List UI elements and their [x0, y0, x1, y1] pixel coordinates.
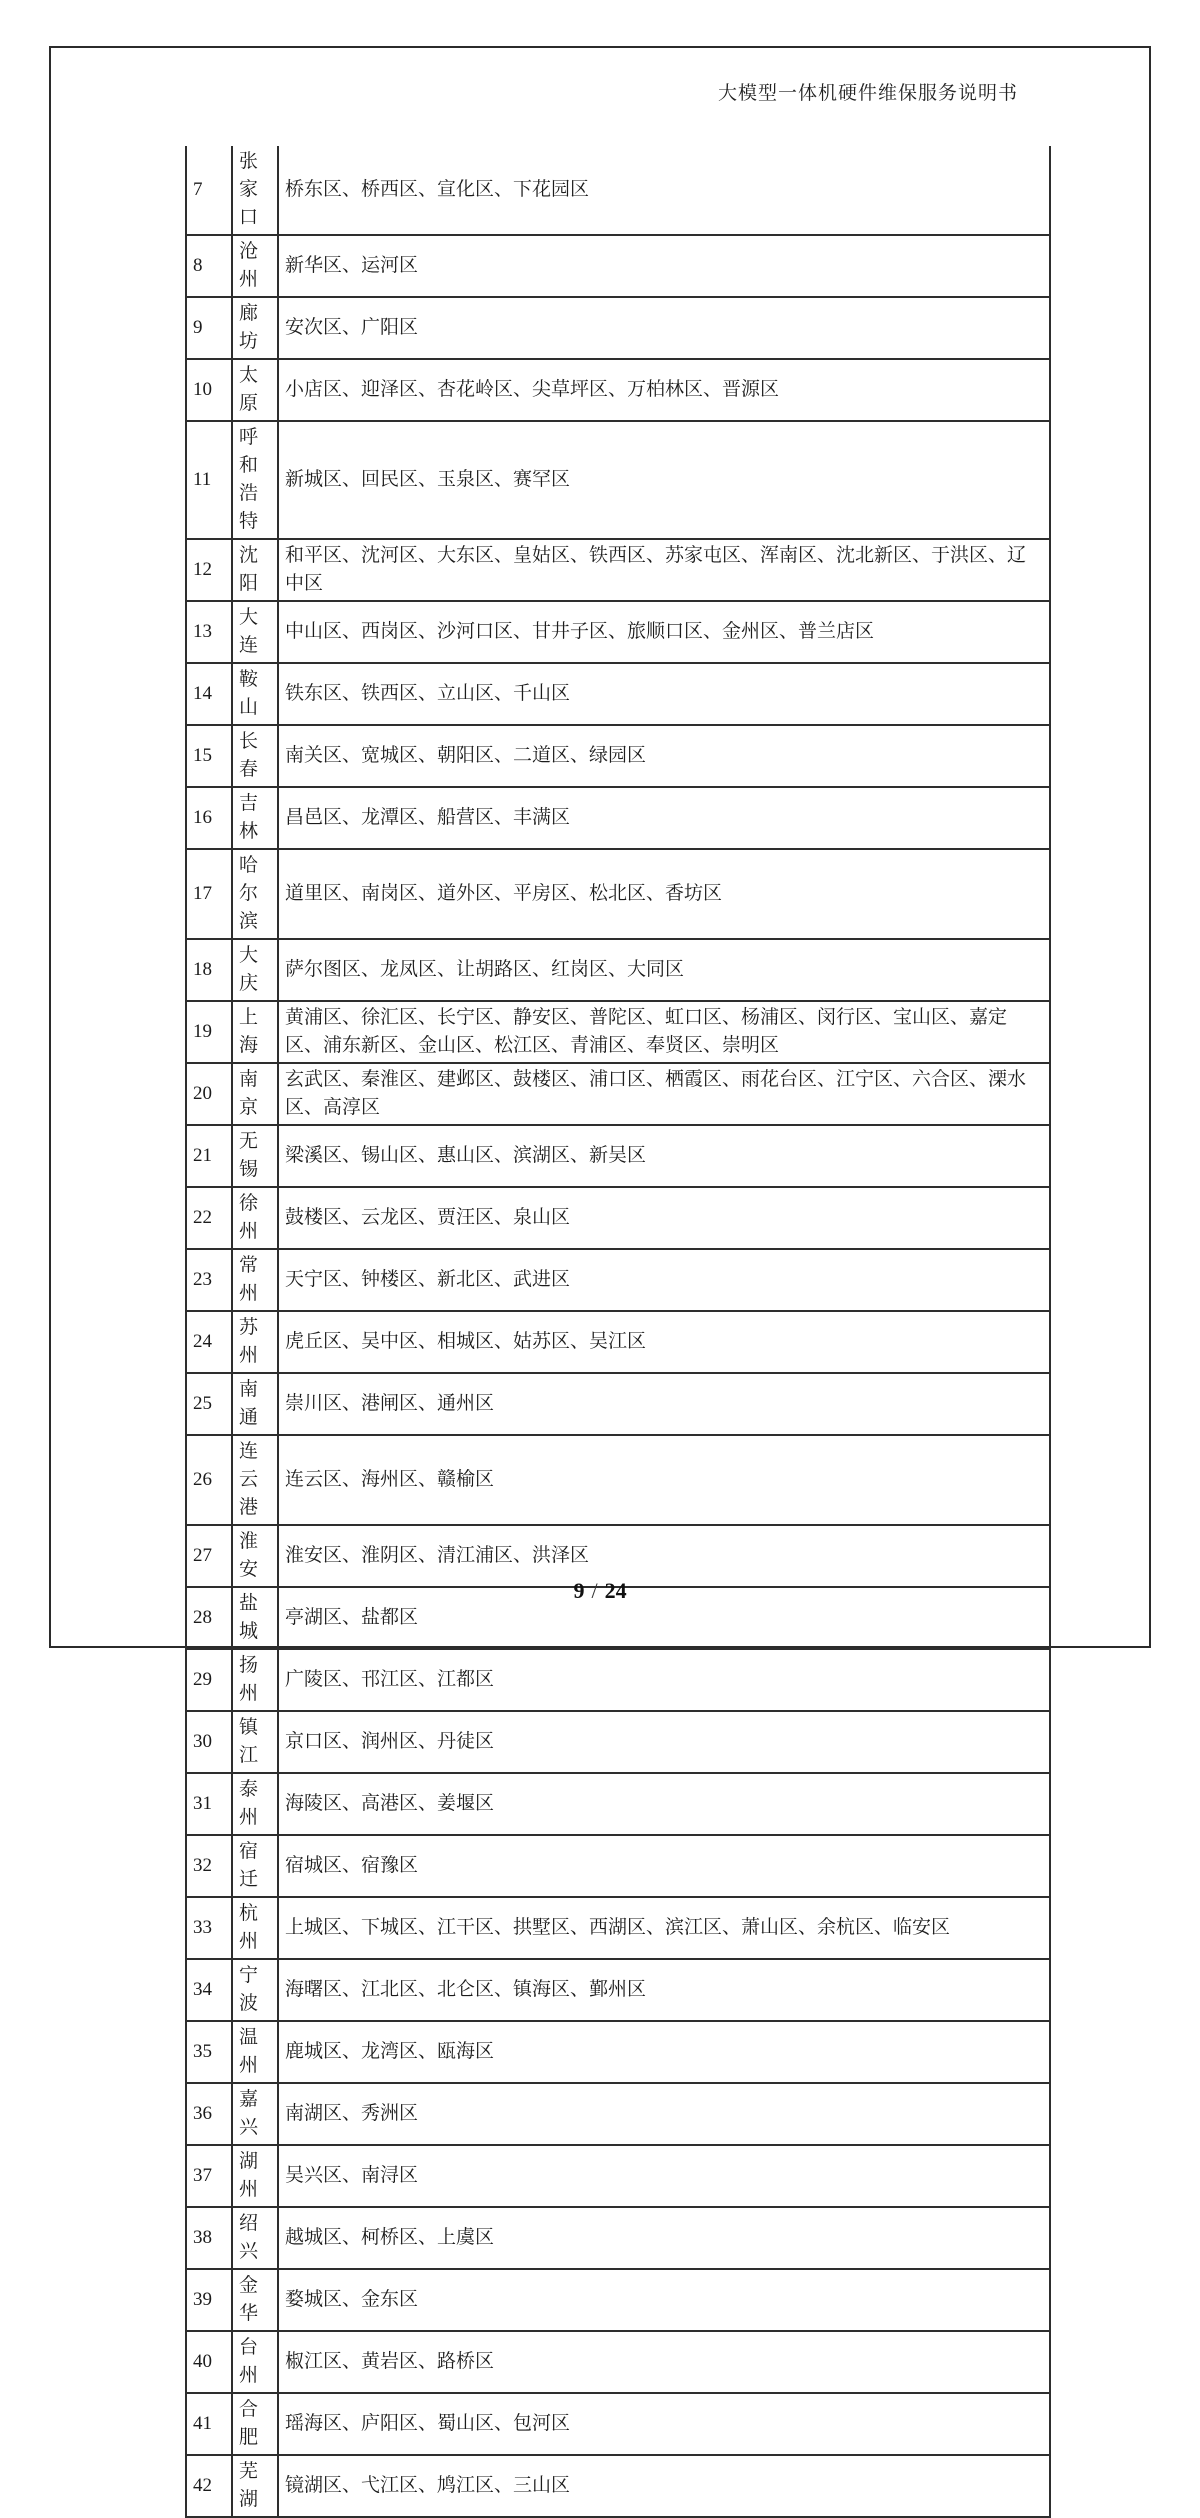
row-number-cell: 28 [186, 1587, 232, 1649]
row-number-cell: 7 [186, 146, 232, 235]
city-name-cell: 芜湖 [232, 2455, 278, 2517]
row-number-cell: 40 [186, 2331, 232, 2393]
table-row [186, 1249, 1050, 1311]
row-number-cell: 19 [186, 1001, 232, 1063]
page-number [0, 1578, 1200, 1604]
districts-list-cell: 椒江区、黄岩区、路桥区 [278, 2331, 1050, 2393]
districts-list-cell: 连云区、海州区、赣榆区 [278, 1435, 1050, 1525]
row-number-cell: 22 [186, 1187, 232, 1249]
city-name-cell: 镇江 [232, 1711, 278, 1773]
row-number-cell: 42 [186, 2455, 232, 2517]
table-row [186, 787, 1050, 849]
table-row [186, 1649, 1050, 1711]
districts-list-cell: 婺城区、金东区 [278, 2269, 1050, 2331]
table-row [186, 146, 1050, 235]
city-name-cell: 杭州 [232, 1897, 278, 1959]
table-row [186, 1959, 1050, 2021]
city-name-cell: 太原 [232, 359, 278, 421]
row-number-cell: 15 [186, 725, 232, 787]
table-row [186, 1835, 1050, 1897]
city-name-cell: 无锡 [232, 1125, 278, 1187]
table-row [186, 1373, 1050, 1435]
row-number-cell: 9 [186, 297, 232, 359]
districts-list-cell: 瑶海区、庐阳区、蜀山区、包河区 [278, 2393, 1050, 2455]
table-row [186, 2207, 1050, 2269]
city-districts-table [185, 146, 1051, 2518]
districts-list-cell: 宿城区、宿豫区 [278, 1835, 1050, 1897]
table-row [186, 2083, 1050, 2145]
city-name-cell: 徐州 [232, 1187, 278, 1249]
districts-list-cell: 桥东区、桥西区、宣化区、下花园区 [278, 146, 1050, 235]
row-number-cell: 33 [186, 1897, 232, 1959]
row-number-cell: 34 [186, 1959, 232, 2021]
row-number-cell: 25 [186, 1373, 232, 1435]
districts-list-cell: 中山区、西岗区、沙河口区、甘井子区、旅顺口区、金州区、普兰店区 [278, 601, 1050, 663]
table-row [186, 235, 1050, 297]
table-row [186, 663, 1050, 725]
city-name-cell: 盐城 [232, 1587, 278, 1649]
districts-list-cell: 新华区、运河区 [278, 235, 1050, 297]
table-row [186, 1063, 1050, 1125]
row-number-cell: 27 [186, 1525, 232, 1587]
districts-list-cell: 上城区、下城区、江干区、拱墅区、西湖区、滨江区、萧山区、余杭区、临安区 [278, 1897, 1050, 1959]
city-name-cell: 沧州 [232, 235, 278, 297]
districts-list-cell: 海陵区、高港区、姜堰区 [278, 1773, 1050, 1835]
city-name-cell: 吉林 [232, 787, 278, 849]
row-number-cell: 16 [186, 787, 232, 849]
districts-list-cell: 镜湖区、弋江区、鸠江区、三山区 [278, 2455, 1050, 2517]
row-number-cell: 10 [186, 359, 232, 421]
row-number-cell: 11 [186, 421, 232, 539]
districts-list-cell: 淮安区、淮阴区、清江浦区、洪泽区 [278, 1525, 1050, 1587]
districts-list-cell: 虎丘区、吴中区、相城区、姑苏区、吴江区 [278, 1311, 1050, 1373]
row-number-cell: 12 [186, 539, 232, 601]
districts-list-cell: 新城区、回民区、玉泉区、赛罕区 [278, 421, 1050, 539]
city-name-cell: 张家口 [232, 146, 278, 235]
table-row [186, 1711, 1050, 1773]
row-number-cell: 39 [186, 2269, 232, 2331]
city-name-cell: 金华 [232, 2269, 278, 2331]
table-row [186, 725, 1050, 787]
city-name-cell: 哈尔滨 [232, 849, 278, 939]
table-row [186, 2393, 1050, 2455]
table-row [186, 1773, 1050, 1835]
districts-list-cell: 梁溪区、锡山区、惠山区、滨湖区、新吴区 [278, 1125, 1050, 1187]
districts-list-cell: 铁东区、铁西区、立山区、千山区 [278, 663, 1050, 725]
row-number-cell: 21 [186, 1125, 232, 1187]
districts-list-cell: 吴兴区、南浔区 [278, 2145, 1050, 2207]
table-row [186, 1187, 1050, 1249]
table-row [186, 1001, 1050, 1063]
total-page-count: 24 [604, 1578, 627, 1603]
table-row [186, 421, 1050, 539]
districts-list-cell: 南湖区、秀洲区 [278, 2083, 1050, 2145]
city-name-cell: 南通 [232, 1373, 278, 1435]
city-name-cell: 常州 [232, 1249, 278, 1311]
city-name-cell: 上海 [232, 1001, 278, 1063]
table-row [186, 1311, 1050, 1373]
city-name-cell: 绍兴 [232, 2207, 278, 2269]
row-number-cell: 23 [186, 1249, 232, 1311]
table-row [186, 2021, 1050, 2083]
city-name-cell: 鞍山 [232, 663, 278, 725]
row-number-cell: 30 [186, 1711, 232, 1773]
districts-list-cell: 萨尔图区、龙凤区、让胡路区、红岗区、大同区 [278, 939, 1050, 1001]
row-number-cell: 38 [186, 2207, 232, 2269]
city-name-cell: 宁波 [232, 1959, 278, 2021]
city-name-cell: 南京 [232, 1063, 278, 1125]
districts-list-cell: 昌邑区、龙潭区、船营区、丰满区 [278, 787, 1050, 849]
document-title-header: 大模型一体机硬件维保服务说明书 [717, 83, 1018, 104]
districts-list-cell: 和平区、沈河区、大东区、皇姑区、铁西区、苏家屯区、浑南区、沈北新区、于洪区、辽中区 [278, 539, 1050, 601]
city-name-cell: 长春 [232, 725, 278, 787]
table-row [186, 1435, 1050, 1525]
city-name-cell: 嘉兴 [232, 2083, 278, 2145]
table-row [186, 601, 1050, 663]
table-row [186, 2269, 1050, 2331]
row-number-cell: 31 [186, 1773, 232, 1835]
city-name-cell: 大庆 [232, 939, 278, 1001]
table-row [186, 297, 1050, 359]
city-name-cell: 台州 [232, 2331, 278, 2393]
city-name-cell: 泰州 [232, 1773, 278, 1835]
table-row [186, 2145, 1050, 2207]
row-number-cell: 26 [186, 1435, 232, 1525]
row-number-cell: 8 [186, 235, 232, 297]
city-name-cell: 合肥 [232, 2393, 278, 2455]
row-number-cell: 13 [186, 601, 232, 663]
city-name-cell: 湖州 [232, 2145, 278, 2207]
table-row [186, 359, 1050, 421]
row-number-cell: 41 [186, 2393, 232, 2455]
table-row [186, 539, 1050, 601]
row-number-cell: 20 [186, 1063, 232, 1125]
table-row [186, 849, 1050, 939]
row-number-cell: 37 [186, 2145, 232, 2207]
current-page-number: 9 [573, 1578, 585, 1603]
table-row [186, 2455, 1050, 2517]
row-number-cell: 17 [186, 849, 232, 939]
city-name-cell: 廊坊 [232, 297, 278, 359]
districts-list-cell: 海曙区、江北区、北仑区、镇海区、鄞州区 [278, 1959, 1050, 2021]
page-number-separator: / [591, 1578, 598, 1603]
row-number-cell: 32 [186, 1835, 232, 1897]
districts-list-cell: 黄浦区、徐汇区、长宁区、静安区、普陀区、虹口区、杨浦区、闵行区、宝山区、嘉定区、浦东新区、金山区、松江区、青浦区、奉贤区、崇明区 [278, 1001, 1050, 1063]
row-number-cell: 36 [186, 2083, 232, 2145]
districts-list-cell: 崇川区、港闸区、通州区 [278, 1373, 1050, 1435]
city-name-cell: 沈阳 [232, 539, 278, 601]
districts-list-cell: 小店区、迎泽区、杏花岭区、尖草坪区、万柏林区、晋源区 [278, 359, 1050, 421]
districts-list-cell: 京口区、润州区、丹徒区 [278, 1711, 1050, 1773]
table-row [186, 939, 1050, 1001]
city-name-cell: 苏州 [232, 1311, 278, 1373]
city-name-cell: 扬州 [232, 1649, 278, 1711]
row-number-cell: 24 [186, 1311, 232, 1373]
districts-list-cell: 安次区、广阳区 [278, 297, 1050, 359]
districts-list-cell: 玄武区、秦淮区、建邺区、鼓楼区、浦口区、栖霞区、雨花台区、江宁区、六合区、溧水区、高淳区 [278, 1063, 1050, 1125]
city-name-cell: 大连 [232, 601, 278, 663]
row-number-cell: 35 [186, 2021, 232, 2083]
row-number-cell: 29 [186, 1649, 232, 1711]
districts-list-cell: 亭湖区、盐都区 [278, 1587, 1050, 1649]
table-row [186, 2331, 1050, 2393]
city-name-cell: 温州 [232, 2021, 278, 2083]
row-number-cell: 18 [186, 939, 232, 1001]
row-number-cell: 14 [186, 663, 232, 725]
districts-list-cell: 天宁区、钟楼区、新北区、武进区 [278, 1249, 1050, 1311]
city-name-cell: 宿迁 [232, 1835, 278, 1897]
districts-list-cell: 鹿城区、龙湾区、瓯海区 [278, 2021, 1050, 2083]
districts-list-cell: 道里区、南岗区、道外区、平房区、松北区、香坊区 [278, 849, 1050, 939]
districts-list-cell: 鼓楼区、云龙区、贾汪区、泉山区 [278, 1187, 1050, 1249]
districts-list-cell: 广陵区、邗江区、江都区 [278, 1649, 1050, 1711]
table-row [186, 1125, 1050, 1187]
districts-list-cell: 南关区、宽城区、朝阳区、二道区、绿园区 [278, 725, 1050, 787]
city-name-cell: 淮安 [232, 1525, 278, 1587]
table-row [186, 1897, 1050, 1959]
city-name-cell: 呼和浩特 [232, 421, 278, 539]
districts-list-cell: 越城区、柯桥区、上虞区 [278, 2207, 1050, 2269]
city-name-cell: 连云港 [232, 1435, 278, 1525]
